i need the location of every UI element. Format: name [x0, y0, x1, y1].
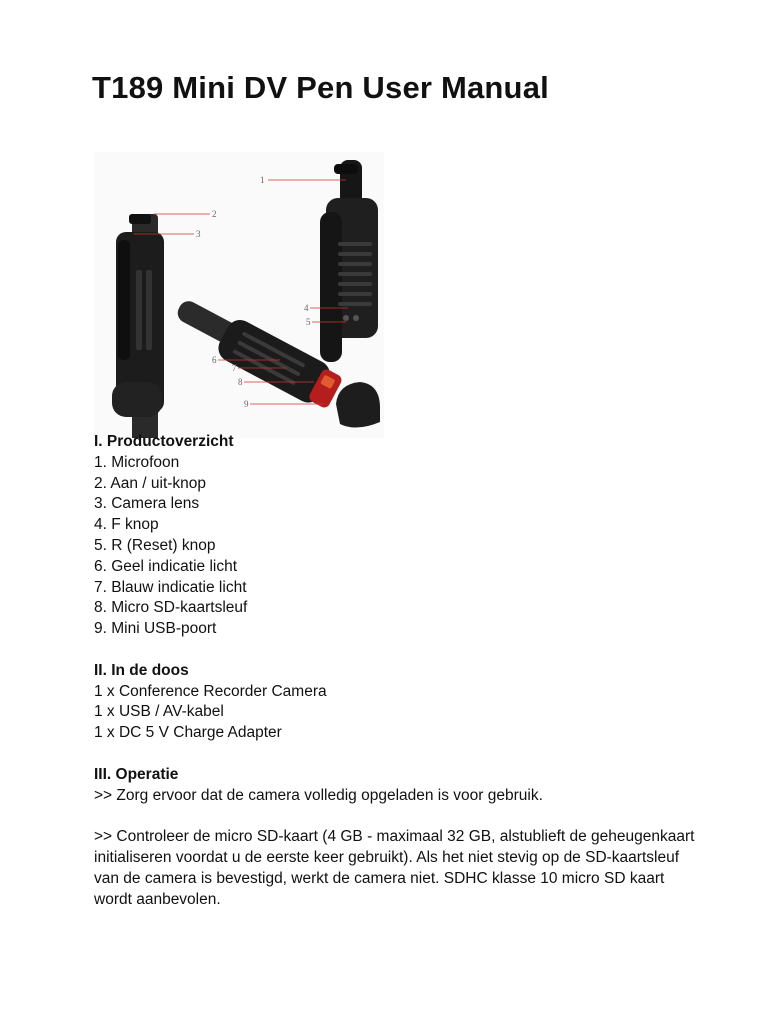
spacer — [94, 640, 704, 661]
pen-middle-image — [168, 291, 346, 413]
spacer — [94, 806, 704, 827]
callout-5: 5 — [306, 317, 311, 327]
callout-1: 1 — [260, 175, 265, 185]
callout-8: 8 — [238, 377, 243, 387]
overview-item: 3. Camera lens — [94, 495, 200, 513]
pen-cap-image — [336, 382, 380, 428]
box-item: 1 x USB / AV-kabel — [94, 703, 224, 721]
overview-item: 6. Geel indicatie licht — [94, 557, 238, 575]
callout-2: 2 — [212, 209, 217, 219]
section-heading-operation: III. Operatie — [94, 765, 179, 783]
callout-7: 7 — [232, 363, 237, 373]
page-title: T189 Mini DV Pen User Manual — [92, 70, 549, 105]
box-item: 1 x Conference Recorder Camera — [94, 682, 327, 700]
operation-paragraph-2: >> Controleer de micro SD-kaart (4 GB - maximaal 32 GB, alstublieft de geheugenkaart initialiseren voordat u de eerste keer gebruikt). Als het niet stevig op de SD-kaartsleuf van de camera is bevestigd, werkt de camera niet. SDHC klasse 10 micro SD kaart wordt aanbevolen. — [94, 828, 695, 908]
overview-item: 1. Microfoon — [94, 453, 180, 471]
overview-item: 8. Micro SD-kaartsleuf — [94, 599, 248, 617]
pen-right-image — [320, 160, 378, 362]
callout-3: 3 — [196, 229, 201, 239]
spacer — [94, 744, 704, 765]
product-photo — [94, 152, 384, 438]
operation-paragraph-1: >> Zorg ervoor dat de camera volledig opgeladen is voor gebruik. — [94, 786, 543, 804]
callout-9: 9 — [244, 399, 249, 409]
section-heading-overview: I. Productoverzicht — [94, 433, 234, 450]
overview-item: 9. Mini USB-poort — [94, 620, 217, 638]
overview-item: 5. R (Reset) knop — [94, 536, 216, 554]
manual-body — [94, 432, 704, 910]
overview-item: 7. Blauw indicatie licht — [94, 578, 247, 596]
section-heading-box: II. In de doos — [94, 661, 189, 679]
overview-item: 2. Aan / uit-knop — [94, 474, 207, 492]
overview-item: 4. F knop — [94, 516, 159, 534]
callout-6: 6 — [212, 355, 217, 365]
pen-left-image — [112, 214, 164, 438]
callout-4: 4 — [304, 303, 309, 313]
box-item: 1 x DC 5 V Charge Adapter — [94, 724, 282, 742]
